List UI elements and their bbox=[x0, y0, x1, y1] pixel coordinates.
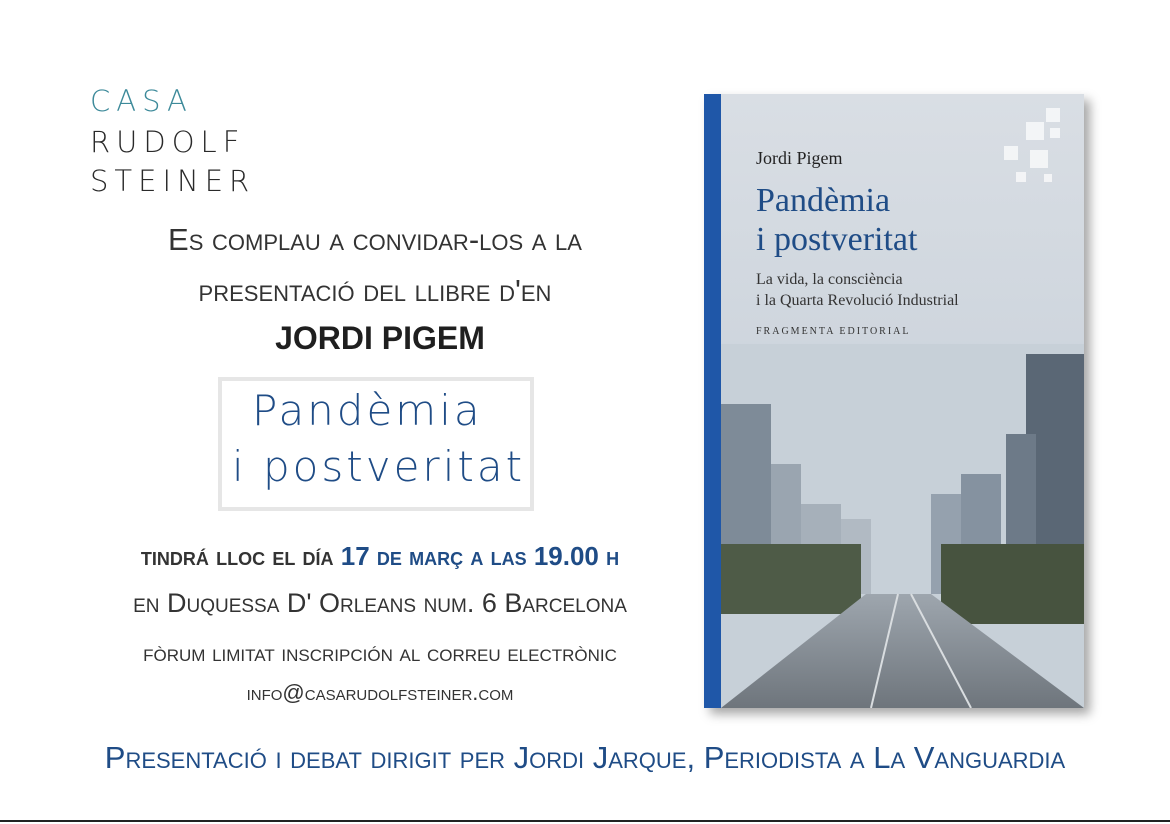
event-address: en Duquessa D' Orleans num. 6 Barcelona bbox=[133, 588, 627, 618]
event-email[interactable]: info@casarudolfsteiner.com bbox=[246, 680, 514, 705]
title-box-line-2: i postveritat bbox=[232, 442, 526, 491]
decor-square bbox=[1016, 172, 1026, 182]
book-author: Jordi Pigem bbox=[756, 148, 843, 168]
logo-rudolf: RUDOLF bbox=[90, 125, 246, 159]
book-cityscape-image bbox=[721, 344, 1084, 708]
book-publisher: FRAGMENTA EDITORIAL bbox=[756, 326, 911, 337]
decor-square bbox=[1026, 122, 1044, 140]
book-cover bbox=[704, 94, 1084, 708]
date-prefix: tindrá lloc el día bbox=[140, 541, 341, 571]
title-box-line-1: Pandèmia bbox=[252, 386, 483, 435]
invite-line-2: presentació del llibre d'en bbox=[198, 273, 552, 308]
date-highlight: 17 de març a las 19.00 h bbox=[340, 541, 620, 571]
invite-line-1: Es complau a convidar-los a la bbox=[168, 222, 582, 257]
logo-casa: CASA bbox=[90, 84, 193, 118]
decor-square bbox=[1004, 146, 1018, 160]
decor-square bbox=[1050, 128, 1060, 138]
book-subtitle-line-2: i la Quarta Revolució Industrial bbox=[756, 292, 959, 309]
decor-square bbox=[1044, 174, 1052, 182]
footer-text: Presentació i debat dirigit per Jordi Jarque, Periodista a La Vanguardia bbox=[104, 740, 1066, 775]
book-title-line-2: i postveritat bbox=[756, 221, 918, 258]
logo-steiner: STEINER bbox=[90, 164, 256, 198]
book-spine bbox=[704, 94, 721, 708]
book-title-line-1: Pandèmia bbox=[756, 182, 891, 219]
book-subtitle-line-1: La vida, la consciència bbox=[756, 271, 903, 288]
decor-square bbox=[1046, 108, 1060, 122]
decor-square bbox=[1030, 150, 1048, 168]
event-date-line bbox=[60, 541, 700, 572]
invite-author: JORDI PIGEM bbox=[275, 320, 485, 356]
event-forum: fòrum limitat inscripción al correu electrònic bbox=[143, 640, 617, 667]
bottom-rule bbox=[0, 820, 1170, 822]
